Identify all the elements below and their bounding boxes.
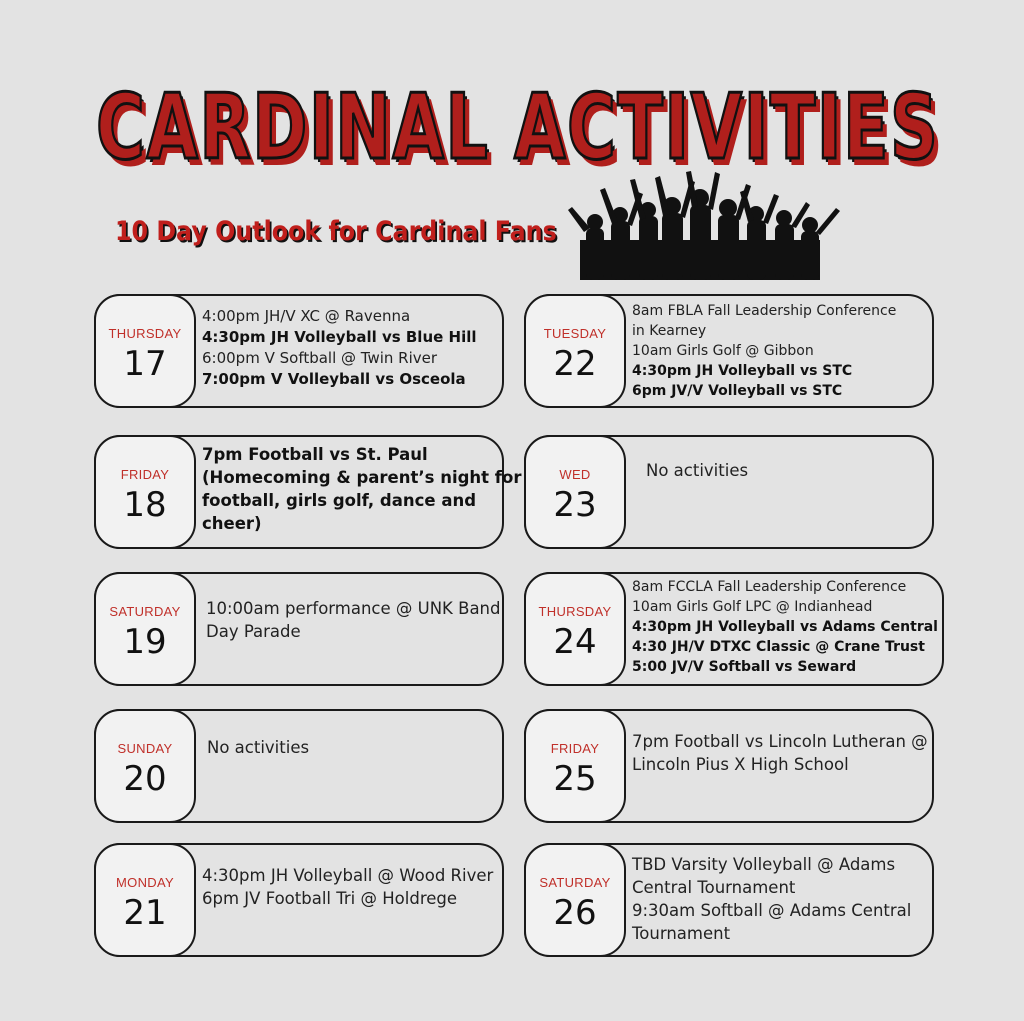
day-card-saturday-19 (94, 572, 504, 686)
day-card-friday-18 (94, 435, 522, 549)
date-number: 22 (553, 344, 597, 384)
weekday-label: FRIDAY (550, 741, 600, 756)
day-card-saturday-26 (524, 843, 934, 957)
weekday-label: MONDAY (116, 875, 174, 890)
date-box (94, 709, 196, 823)
event-item: Lincoln Pius X High School (632, 755, 849, 774)
date-number: 25 (553, 759, 597, 799)
date-number: 21 (123, 893, 167, 933)
event-item: 8am FCCLA Fall Leadership Conference (632, 579, 907, 595)
weekday-label: THURSDAY (538, 604, 612, 619)
event-item: 7:00pm V Volleyball vs Osceola (202, 370, 466, 388)
day-card-friday-25 (524, 709, 934, 823)
date-number: 17 (123, 344, 167, 384)
event-item: Day Parade (206, 622, 301, 641)
weekday-label: TUESDAY (543, 326, 607, 341)
event-item: 4:30pm JH Volleyball vs STC (632, 363, 853, 379)
event-item: 5:00 JV/V Softball vs Seward (632, 659, 857, 675)
date-box (94, 294, 196, 408)
event-list (202, 864, 494, 910)
event-item: 10am Girls Golf LPC @ Indianhead (632, 599, 873, 615)
event-item: 4:30pm JH Volleyball vs Adams Central (632, 619, 938, 635)
page-title: CARDINAL ACTIVITIES (96, 75, 940, 180)
weekday-label: SUNDAY (117, 741, 173, 756)
weekday-label: FRIDAY (120, 467, 170, 482)
date-box (94, 435, 196, 549)
event-item: in Kearney (632, 323, 707, 339)
day-card-tuesday-22 (524, 294, 934, 408)
day-card-sunday-20 (94, 709, 504, 823)
weekday-label: THURSDAY (108, 326, 182, 341)
event-item: 6:00pm V Softball @ Twin River (202, 349, 438, 367)
date-box (524, 294, 626, 408)
event-item: No activities (646, 461, 749, 480)
date-number: 20 (123, 759, 167, 799)
cheering-crowd-image (560, 170, 850, 280)
weekday-label: SATURDAY (109, 604, 181, 619)
date-number: 24 (553, 622, 597, 662)
event-item: 10:00am performance @ UNK Band (206, 599, 501, 618)
event-item: Central Tournament (632, 878, 796, 897)
date-box (524, 572, 626, 686)
event-list (632, 577, 938, 677)
event-item: 8am FBLA Fall Leadership Conference (632, 303, 897, 319)
event-item: 4:30 JH/V DTXC Classic @ Crane Trust (632, 639, 925, 655)
event-item: 7pm Football vs Lincoln Lutheran @ (632, 732, 928, 751)
event-item: No activities (207, 738, 310, 757)
event-item: 6pm JV/V Volleyball vs STC (632, 383, 843, 399)
day-card-thursday-24 (524, 572, 944, 686)
event-list (207, 736, 494, 759)
event-list (206, 597, 501, 643)
event-item: 7pm Football vs St. Paul (202, 445, 428, 464)
event-item: 9:30am Softball @ Adams Central (632, 901, 912, 920)
weekday-label: WED (559, 467, 591, 482)
day-card-thursday-17 (94, 294, 504, 408)
page-subtitle: 10 Day Outlook for Cardinal Fans (115, 216, 557, 247)
date-number: 26 (553, 893, 597, 933)
event-list (202, 443, 522, 535)
date-box (524, 435, 626, 549)
event-item: cheer) (202, 514, 262, 533)
event-item: 4:30pm JH Volleyball vs Blue Hill (202, 328, 477, 346)
event-list (202, 306, 494, 390)
event-item: 4:00pm JH/V XC @ Ravenna (202, 307, 411, 325)
weekday-label: SATURDAY (539, 875, 611, 890)
event-list (632, 853, 924, 945)
day-card-wed-23 (524, 435, 934, 549)
event-item: 4:30pm JH Volleyball @ Wood River (202, 866, 494, 885)
date-box (524, 709, 626, 823)
event-list (632, 730, 928, 776)
date-number: 23 (553, 485, 597, 525)
event-list (632, 301, 924, 401)
date-box (94, 572, 196, 686)
date-number: 19 (123, 622, 167, 662)
event-item: (Homecoming & parent’s night for (202, 468, 522, 487)
event-item: Tournament (632, 924, 731, 943)
event-item: football, girls golf, dance and (202, 491, 477, 510)
date-number: 18 (123, 485, 167, 525)
date-box (524, 843, 626, 957)
event-item: 10am Girls Golf @ Gibbon (632, 343, 814, 359)
day-card-monday-21 (94, 843, 504, 957)
event-item: 6pm JV Football Tri @ Holdrege (202, 889, 458, 908)
date-box (94, 843, 196, 957)
event-list (646, 459, 924, 482)
event-item: TBD Varsity Volleyball @ Adams (632, 855, 896, 874)
